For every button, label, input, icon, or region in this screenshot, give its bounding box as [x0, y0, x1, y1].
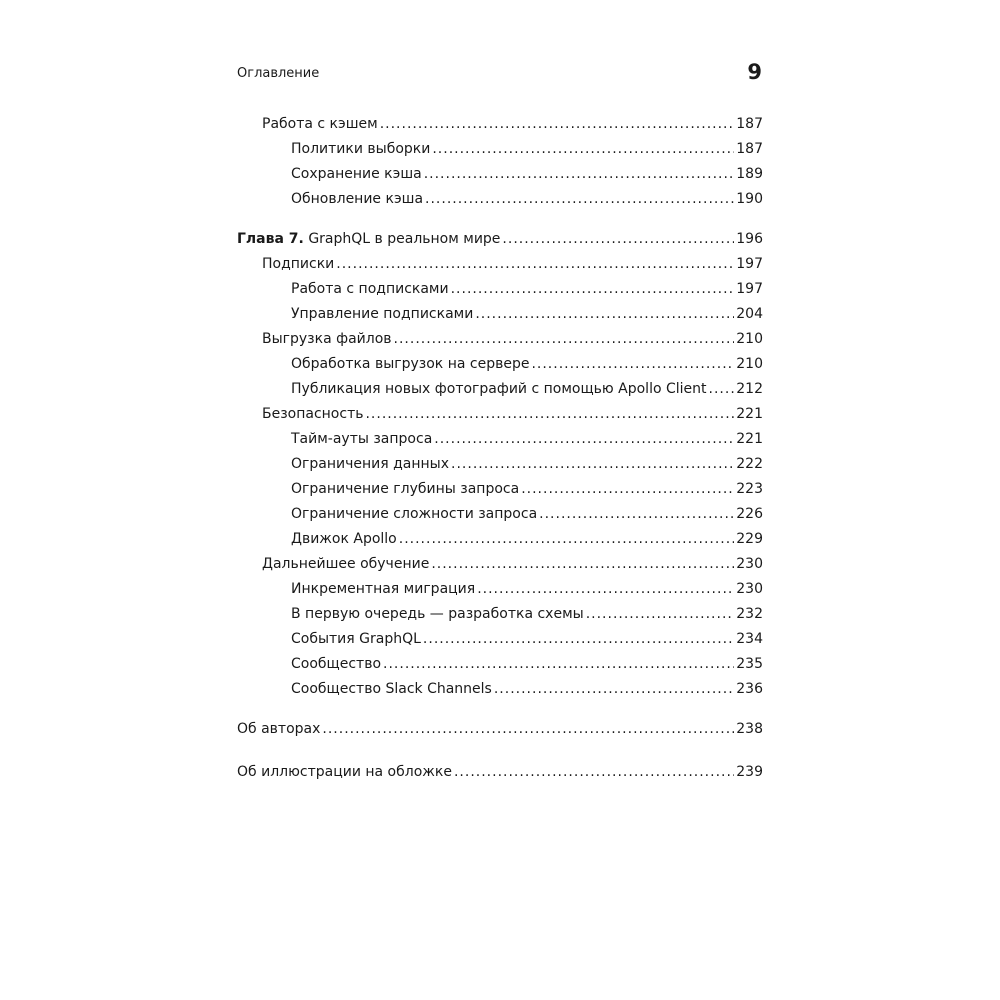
- dot-leader: [586, 602, 735, 627]
- toc-entry-title: [237, 227, 500, 252]
- toc-entry-title: [291, 602, 584, 627]
- toc-entry-title: [291, 352, 529, 377]
- toc-entry-title: [291, 137, 430, 162]
- toc-entry-text: Ограничение глубины запроса: [291, 481, 520, 497]
- toc-entry-title: [291, 277, 449, 302]
- toc-entry[interactable]: [237, 652, 763, 677]
- toc-entry-text: GraphQL в реальном мире: [308, 231, 501, 247]
- toc-entry-text: Публикация новых фотографий с помощью Apollo Client: [291, 381, 707, 397]
- dot-leader: [477, 577, 734, 602]
- dot-leader: [336, 252, 734, 277]
- toc-entry-text: Политики выборки: [291, 141, 431, 157]
- toc-entry-title: [291, 377, 707, 402]
- toc-entry[interactable]: [237, 760, 763, 785]
- toc-entry-title: [262, 552, 429, 577]
- toc-entry-page: 238: [736, 721, 763, 737]
- dot-leader: [423, 627, 734, 652]
- toc-entry-text: Сообщество Slack Channels: [291, 681, 492, 697]
- toc-entry-text: В первую очередь — разработка схемы: [291, 606, 584, 622]
- toc-entry[interactable]: [237, 162, 763, 187]
- toc-entry-page: 221: [736, 406, 763, 422]
- toc-entry-page: 239: [736, 764, 763, 780]
- toc-entry-page: 235: [736, 656, 763, 672]
- toc-entry-text: Инкрементная миграция: [291, 581, 476, 597]
- toc-entry-title: [291, 427, 432, 452]
- toc-entry[interactable]: [237, 602, 763, 627]
- toc-entry-title: [262, 252, 334, 277]
- toc-entry-text: Дальнейшее обучение: [262, 556, 430, 572]
- toc-entry-title: [291, 677, 492, 702]
- dot-leader: [365, 402, 734, 427]
- toc-entry[interactable]: [237, 577, 763, 602]
- toc-entry-page: 210: [736, 356, 763, 372]
- running-header-title: Оглавление: [237, 66, 320, 81]
- toc-entry-text: Обновление кэша: [291, 191, 424, 207]
- dot-leader: [399, 527, 735, 552]
- toc-entry-page: 197: [736, 256, 763, 272]
- dot-leader: [425, 187, 734, 212]
- dot-leader: [424, 162, 735, 187]
- dot-leader: [322, 717, 734, 742]
- toc-entry-page: 197: [736, 281, 763, 297]
- toc-entry[interactable]: [237, 377, 763, 402]
- toc-entry-text: Движок Apollo: [291, 531, 397, 547]
- dot-leader: [432, 137, 734, 162]
- dot-leader: [502, 227, 734, 252]
- toc-entry-page: 222: [736, 456, 763, 472]
- toc-entry[interactable]: [237, 452, 763, 477]
- toc-entry-text: Работа с подписками: [291, 281, 449, 297]
- toc-entry-page: 221: [736, 431, 763, 447]
- toc-entry[interactable]: [237, 402, 763, 427]
- toc-entry-text: Безопасность: [262, 406, 364, 422]
- toc-entry[interactable]: [237, 502, 763, 527]
- toc-entry-text: Ограничение сложности запроса: [291, 506, 538, 522]
- toc-entry-text: Обработка выгрузок на сервере: [291, 356, 530, 372]
- dot-leader: [383, 652, 734, 677]
- toc-entry-text: Об авторах: [237, 721, 321, 737]
- toc-entry-title: [237, 717, 320, 742]
- dot-leader: [539, 502, 734, 527]
- toc-entry-page: 212: [736, 381, 763, 397]
- toc-entry-title: [262, 327, 392, 352]
- toc-entry[interactable]: [237, 717, 763, 742]
- toc-entry-text: Работа с кэшем: [262, 116, 378, 132]
- toc-entry-title: [291, 477, 519, 502]
- toc-entry-page: 210: [736, 331, 763, 347]
- toc-entry[interactable]: [237, 252, 763, 277]
- toc-entry[interactable]: [237, 527, 763, 552]
- dot-leader: [454, 760, 734, 785]
- toc-entry-title: [291, 302, 473, 327]
- toc-entry-text: Об иллюстрации на обложке: [237, 764, 452, 780]
- dot-leader: [475, 302, 734, 327]
- toc-entry-text: События GraphQL: [291, 631, 421, 647]
- chapter-prefix: Глава 7.: [237, 231, 304, 247]
- toc-entry-text: Сохранение кэша: [291, 166, 422, 182]
- toc-entry-page: 190: [736, 191, 763, 207]
- toc-entry-title: [291, 652, 381, 677]
- toc-entry[interactable]: [237, 627, 763, 652]
- toc-entry-text: Управление подписками: [291, 306, 474, 322]
- toc-entry-page: 187: [736, 141, 763, 157]
- toc-entry[interactable]: [237, 302, 763, 327]
- toc-entry-title: [291, 452, 449, 477]
- toc-entry-page: 230: [736, 556, 763, 572]
- toc-entry-title: [291, 577, 475, 602]
- toc-entry-title: [291, 162, 422, 187]
- toc-entry[interactable]: [237, 187, 763, 212]
- toc-entry[interactable]: [237, 427, 763, 452]
- toc-entry[interactable]: [237, 677, 763, 702]
- toc-entry[interactable]: [237, 327, 763, 352]
- dot-leader: [494, 677, 734, 702]
- dot-leader: [709, 377, 735, 402]
- toc-entry-page: 232: [736, 606, 763, 622]
- toc-entry-text: Ограничения данных: [291, 456, 450, 472]
- page-number: 9: [747, 60, 762, 84]
- dot-leader: [380, 112, 735, 137]
- toc-entry[interactable]: [237, 277, 763, 302]
- toc-entry-title: [291, 502, 537, 527]
- toc-entry-title: [262, 402, 363, 427]
- toc-entry-page: 226: [736, 506, 763, 522]
- toc-entry-title: [237, 760, 452, 785]
- toc-entry-page: 230: [736, 581, 763, 597]
- toc-entry[interactable]: [237, 137, 763, 162]
- toc-entry-page: 236: [736, 681, 763, 697]
- dot-leader: [521, 477, 734, 502]
- toc-entry-text: Сообщество: [291, 656, 382, 672]
- toc-entry[interactable]: [237, 112, 763, 137]
- dot-leader: [431, 552, 734, 577]
- dot-leader: [531, 352, 734, 377]
- toc-entry-page: 187: [736, 116, 763, 132]
- toc-entry-text: Тайм-ауты запроса: [291, 431, 433, 447]
- toc-entry-page: 229: [736, 531, 763, 547]
- toc-entry-page: 189: [736, 166, 763, 182]
- toc-entry-title: [291, 527, 397, 552]
- toc-entry-text: Выгрузка файлов: [262, 331, 392, 347]
- dot-leader: [451, 452, 734, 477]
- toc-entry-page: 223: [736, 481, 763, 497]
- toc-entry-page: 234: [736, 631, 763, 647]
- table-of-contents: [237, 112, 763, 785]
- toc-entry-title: [291, 627, 421, 652]
- toc-entry-page: 204: [736, 306, 763, 322]
- toc-entry[interactable]: [237, 552, 763, 577]
- toc-entry-title: [291, 187, 423, 212]
- dot-leader: [394, 327, 735, 352]
- toc-entry-text: Подписки: [262, 256, 335, 272]
- dot-leader: [451, 277, 735, 302]
- toc-entry[interactable]: [237, 477, 763, 502]
- toc-entry[interactable]: [237, 352, 763, 377]
- toc-entry-page: 196: [736, 231, 763, 247]
- dot-leader: [434, 427, 734, 452]
- toc-entry[interactable]: [237, 227, 763, 252]
- toc-entry-title: [262, 112, 378, 137]
